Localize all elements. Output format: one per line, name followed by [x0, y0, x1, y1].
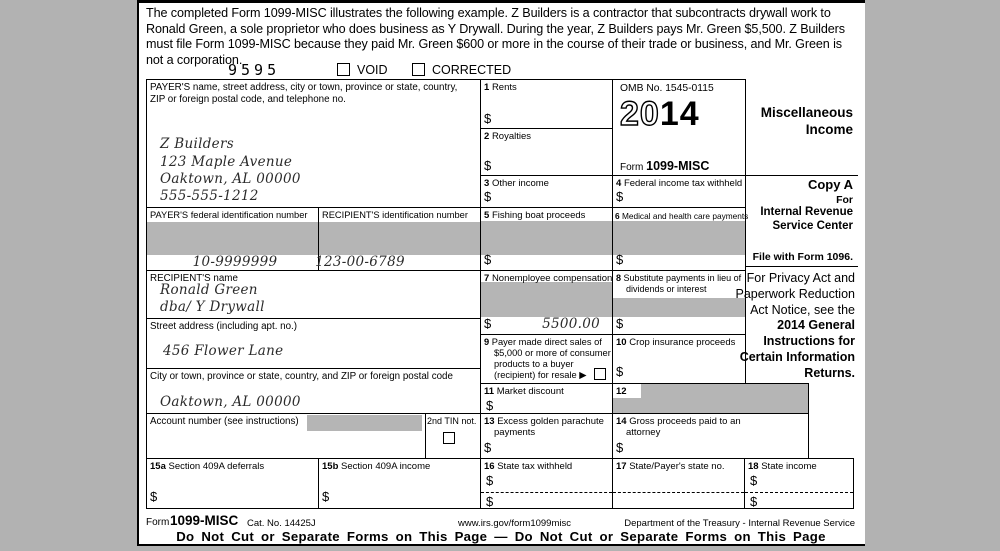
right-column-divider-bottom	[745, 266, 858, 267]
box7-dollar: $	[484, 316, 492, 331]
payer-phone-value: 555-555-1212	[160, 188, 259, 204]
city-label: City or town, province or state, country, and ZIP or foreign postal code	[150, 371, 453, 382]
form-code-9595: 9595	[228, 61, 281, 79]
box12-label: 12	[616, 386, 627, 397]
box9-direct-sales-checkbox[interactable]	[594, 368, 606, 380]
void-label: VOID	[357, 63, 388, 77]
box18-dollar-2: $	[750, 494, 758, 509]
recipient-dba-value: dba/ Y Drywall	[160, 299, 265, 315]
recipient-id-value: 123-00-6789	[315, 254, 405, 270]
footer-form-name: 1099-MISC	[170, 513, 239, 528]
footer-cat-no: Cat. No. 14425J	[247, 518, 316, 529]
footer-form-word: Form	[146, 517, 170, 528]
box17-dashed-line	[613, 492, 744, 493]
box16-dashed-line	[481, 492, 612, 493]
payer-fed-id-value: 10-9999999	[192, 254, 278, 270]
payer-name-value: Z Builders	[160, 136, 234, 152]
box5-dollar: $	[484, 252, 492, 267]
city-value: Oaktown, AL 00000	[160, 394, 301, 410]
box5-label: 5 Fishing boat proceeds	[484, 210, 586, 221]
box9-label: 9 Payer made direct sales of $5,000 or more of consumer products to a buyer (recipient) for resale ▶	[484, 337, 611, 380]
tax-year: 2014	[620, 95, 700, 133]
payer-block-label: PAYER'S name, street address, city or town, province or state, country, ZIP or foreign postal code, and telephone no.	[150, 82, 458, 105]
recipient-name-label: RECIPIENT'S name	[150, 273, 238, 284]
box11-dollar: $	[486, 398, 494, 413]
box18-dollar-1: $	[750, 473, 758, 488]
box4-dollar: $	[616, 189, 624, 204]
box7-value: 5500.00	[542, 316, 600, 332]
payer-fed-id-label: PAYER'S federal identification number	[150, 210, 308, 220]
example-description: The completed Form 1099-MISC illustrates the following example. Z Builders is a contractor that subcontracts drywall work to Ronald Green, a sole proprietor who does business as Y Drywall. During the year, Z Builders pays Mr. Green $5,500. Z Builders must file Form 1099-MISC because they paid Mr. Green $600 or more in the course of their trade or business, and Mr. Green is not a corporation.	[146, 6, 845, 67]
form-title: Miscellaneous Income	[760, 105, 853, 137]
privacy-notice: For Privacy Act and Paperwork Reduction Act Notice, see the 2014 General Instructions for Certain Information Returns.	[735, 271, 855, 380]
box15b-label: 15b Section 409A income	[322, 461, 431, 472]
irs-line1: Internal Revenue	[760, 206, 853, 218]
payer-city-value: Oaktown, AL 00000	[160, 171, 301, 187]
box11-label: 11 Market discount	[484, 386, 564, 397]
copy-a-label: Copy A	[807, 177, 853, 192]
box17-label: 17 State/Payer's state no.	[616, 461, 725, 472]
box14-dollar: $	[616, 440, 624, 455]
second-tin-checkbox[interactable]	[443, 432, 455, 444]
box10-label: 10 Crop insurance proceeds	[616, 337, 736, 348]
box16-label: 16 State tax withheld	[484, 461, 573, 472]
box18-label: 18 State income	[748, 461, 817, 472]
void-checkbox[interactable]	[337, 63, 350, 76]
corrected-label: CORRECTED	[432, 63, 512, 77]
box13-dollar: $	[484, 440, 492, 455]
street-address-label: Street address (including apt. no.)	[150, 321, 298, 332]
box14-label: 14 Gross proceeds paid to an attorney	[616, 416, 741, 438]
box6-dollar: $	[616, 252, 624, 267]
box15a-dollar: $	[150, 489, 158, 504]
box8-label: 8 Substitute payments in lieu of dividends or interest	[616, 273, 742, 294]
copy-for-label: For	[836, 194, 853, 206]
corrected-checkbox[interactable]	[412, 63, 425, 76]
box2-label: 2 Royalties	[484, 131, 532, 142]
box3-dollar: $	[484, 189, 492, 204]
recipient-name-value: Ronald Green	[160, 282, 258, 298]
box4-label: 4 Federal income tax withheld	[616, 178, 743, 189]
box13-label: 13 Excess golden parachute payments	[484, 416, 604, 438]
box16-dollar-2: $	[486, 494, 494, 509]
box6-label: 6 Medical and health care payments	[615, 211, 749, 221]
box1-label: 1 Rents	[484, 82, 517, 93]
account-number-label: Account number (see instructions)	[150, 416, 299, 427]
irs-line2: Service Center	[772, 220, 853, 232]
omb-number: OMB No. 1545-0115	[620, 83, 714, 94]
box8-dollar: $	[616, 316, 624, 331]
street-address-value: 456 Flower Lane	[163, 343, 284, 359]
box7-label: 7 Nonemployee compensation	[484, 273, 613, 284]
footer-dept: Department of the Treasury - Internal Revenue Service	[624, 518, 855, 529]
box15a-label: 15a Section 409A deferrals	[150, 461, 265, 472]
box18-dashed-line	[745, 492, 853, 493]
recipient-id-label: RECIPIENT'S identification number	[322, 210, 468, 220]
box10-dollar: $	[616, 364, 624, 379]
box15b-dollar: $	[322, 489, 330, 504]
file-with-1096: File with Form 1096.	[752, 251, 853, 263]
do-not-cut-line: Do Not Cut or Separate Forms on This Page — Do Not Cut or Separate Forms on This Page	[176, 529, 826, 544]
box2-dollar: $	[484, 158, 492, 173]
box16-dollar-1: $	[486, 473, 494, 488]
footer-url: www.irs.gov/form1099misc	[458, 518, 571, 529]
omb-form-name: Form 1099-MISC	[620, 159, 710, 173]
right-column-divider-top	[745, 175, 858, 176]
box3-label: 3 Other income	[484, 178, 549, 189]
box12-cell	[612, 383, 809, 414]
box1-dollar: $	[484, 111, 492, 126]
second-tin-label: 2nd TIN not.	[427, 416, 477, 426]
payer-street-value: 123 Maple Avenue	[160, 154, 293, 170]
